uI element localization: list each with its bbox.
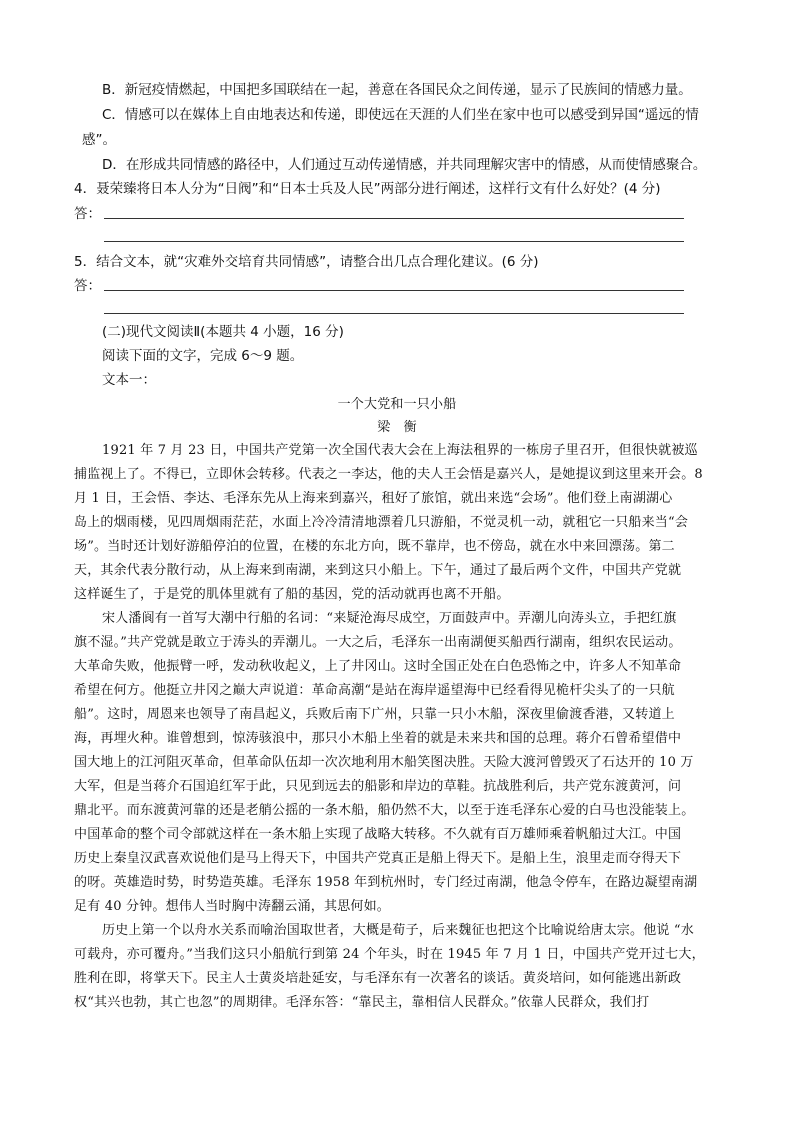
article-line: 的呀。英雄造时势，时势造英雄。毛泽东 1958 年到杭州时，专门经过南湖，他急令停车，在路边凝望南湖: [74, 875, 698, 890]
article-line: 中国革命的整个司令部就这样在一条木船上实现了战略大转移。不久就有百万雄师乘着帆船过大江。中国: [74, 827, 682, 842]
section-instruction: 阅读下面的文字，完成 6～9 题。: [102, 348, 304, 364]
question-4: 4．聂荣臻将日本人分为“日阀”和“日本士兵及人民”两部分进行阐述，这样行文有什么好处？(4 分): [74, 181, 661, 197]
article-line: 月 1 日，王会悟、李达、毛泽东先从上海来到嘉兴，租好了旅馆，就出来选“会场”。他们登上南湖湖心: [74, 491, 673, 506]
article-line: 鼎北平。而东渡黄河靠的还是老艄公摇的一条木船，船仍然不大，以至于连毛泽东心爱的白马也没能装上。: [74, 803, 695, 818]
article-line: 捕监视上了。不得已，立即休会转移。代表之一李达，他的夫人王会悟是嘉兴人，是她提议到这里来开会。8: [74, 467, 703, 482]
question-5-answer-label: 答：: [74, 278, 101, 294]
article-line: 船”。这时，周恩来也领导了南昌起义，兵败后南下广州，只靠一只小木船，深夜里偷渡香港，又转道上: [74, 707, 675, 722]
article-title: 一个大党和一只小船: [337, 397, 457, 412]
article-author: 梁 衡: [377, 420, 417, 435]
option-c-line1: C．情感可以在媒体上自由地表达和传递，即使远在天涯的人们坐在家中也可以感受到异国“遥远的情: [102, 107, 699, 123]
article-line: 历史上秦皇汉武喜欢说他们是马上得天下，中国共产党真正是船上得天下。是船上生，浪里走而夺得天下: [74, 851, 682, 866]
article-line: 胜利在即，将掌天下。民主人士黄炎培赴延安，与毛泽东有一次著名的谈话。黄炎培问，如何能逃出新政: [74, 971, 682, 986]
answer-line-q5-2[interactable]: [104, 313, 684, 314]
section-heading: (二)现代文阅读Ⅱ(本题共 4 小题，16 分): [102, 324, 344, 340]
option-d: D．在形成共同情感的路径中，人们通过互动传递情感，并共同理解灾害中的情感，从而使情感聚合。: [102, 157, 707, 173]
answer-line-q5-1[interactable]: [104, 290, 684, 291]
article-line: 天，其余代表分散行动，从上海来到南湖，来到这只小船上。下午，通过了最后两个文件，中国共产党就: [74, 563, 682, 578]
article-line: 旗不湿。”共产党就是敢立于涛头的弄潮儿。一大之后，毛泽东一出南湖便买船西行湖南，组织农民运动。: [74, 635, 682, 650]
option-b: B．新冠疫情燃起，中国把多国联结在一起，善意在各国民众之间传递，显示了民族间的情感力量。: [102, 82, 692, 98]
article-line: 大军，但是当蒋介石国追红军于此，只见到远去的船影和岸边的草鞋。抗战胜利后，共产党东渡黄河，问: [74, 779, 682, 794]
article-line: 希望在何方。他挺立井冈之巅大声说道：革命高潮“是站在海岸遥望海中已经看得见桅杆尖头了的一只航: [74, 683, 675, 698]
article-line: 岛上的烟雨楼，见四周烟雨茫茫，水面上冷冷清清地漂着几只游船，不觉灵机一动，就租它一只船来当“会: [74, 515, 689, 530]
article-line: 海，再埋火种。谁曾想到，惊涛骇浪中，那只小木船上坐着的就是未来共和国的总理。蒋介石曾希望借中: [74, 731, 682, 746]
article-line: 权“其兴也勃，其亡也忽”的周期律。毛泽东答：“靠民主，靠相信人民群众。”依靠人民群众，我们打: [74, 995, 650, 1010]
article-line: 国大地上的江河阻灭革命，但革命队伍却一次次地利用木船笑图决胜。天险大渡河曾毁灭了石达开的 10 万: [74, 755, 694, 770]
question-5: 5．结合文本，就“灾难外交培育共同情感”，请整合出几点合理化建议。(6 分): [74, 254, 539, 270]
article-line: 大革命失败，他振臂一呼，发动秋收起义，上了井冈山。这时全国正处在白色恐怖之中，许多人不知革命: [74, 659, 682, 674]
article-line: 历史上第一个以舟水关系而喻治国取世者，大概是荀子，后来魏征也把这个比喻说给唐太宗。他说 “水: [102, 923, 694, 938]
article-line: 场”。当时还计划好游船停泊的位置，在楼的东北方向，既不靠岸，也不傍岛，就在水中来回漂荡。第二: [74, 539, 675, 554]
answer-line-q4-2[interactable]: [104, 241, 684, 242]
article-line: 这样诞生了，于是党的肌体里就有了船的基因，党的活动就再也离不开船。: [74, 587, 510, 602]
article-line: 宋人潘阆有一首写大潮中行船的名词：“来疑沧海尽成空，万面鼓声中。弄潮儿向涛头立，手把红旗: [102, 611, 677, 626]
option-c-line2: 感”。: [82, 132, 116, 148]
question-4-answer-label: 答：: [74, 206, 101, 222]
answer-line-q4-1[interactable]: [104, 218, 684, 219]
article-line: 1921 年 7 月 23 日，中国共产党第一次全国代表大会在上海法租界的一栋房子里召开，但很快就被巡: [102, 443, 698, 458]
article-line: 足有 40 分钟。想伟人当时胸中涛翻云涌，其思何如。: [74, 899, 391, 914]
text-label: 文本一：: [102, 372, 156, 388]
article-line: 可载舟，亦可覆舟。”当我们这只小船航行到第 24 个年头，时在 1945 年 7 月 1 日，中国共产党开过七大，: [74, 947, 705, 962]
